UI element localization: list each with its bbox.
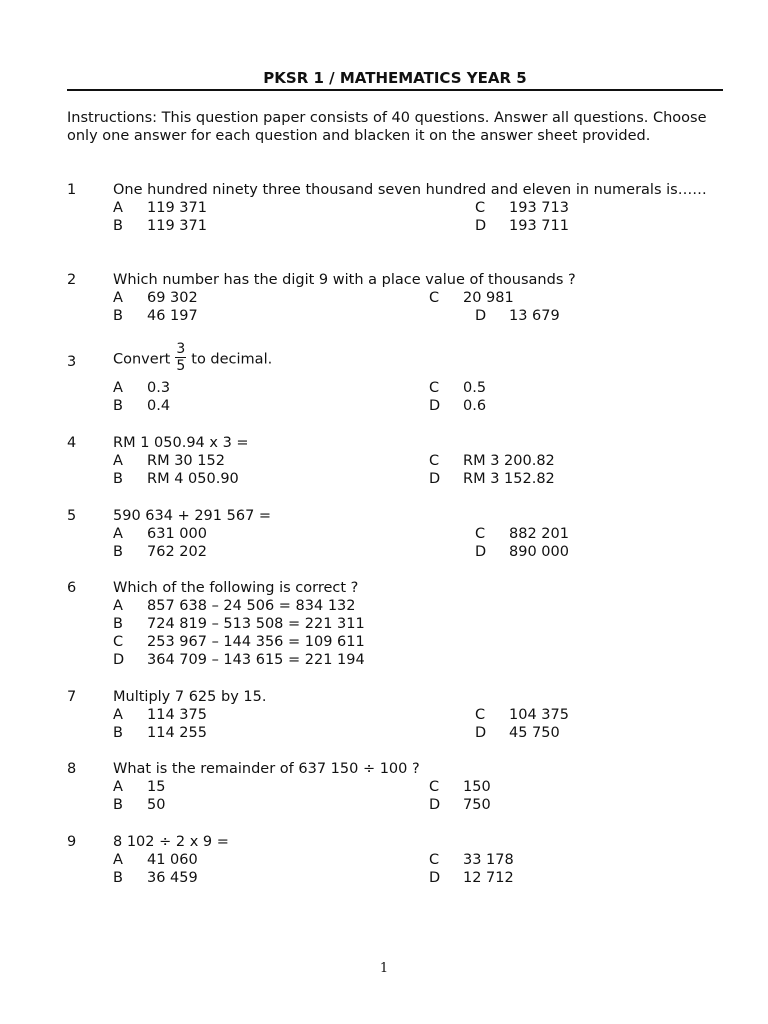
question-6: 6 Which of the following is correct ? A 857 638 – 24 506 = 834 132 B 724 819 – 513 508 = 221 311 C 253 967 – 144 356 = 109 611 D 364 709 – 143 615 = 221 194: [67, 580, 365, 668]
question-number: 6: [67, 580, 77, 596]
question-8: 8 What is the remainder of 637 150 ÷ 100 ? A 15 C 150 B 50 D 750: [67, 761, 491, 813]
question-text: Convert $\frac{3}{5}$ to decimal.: [113, 341, 273, 374]
question-number: 2: [67, 272, 77, 288]
instructions-text: Instructions: This question paper consists of 40 questions. Answer all questions. Choose only one answer for each question and blacken it on the answer sheet provided.: [67, 110, 707, 144]
question-3: 3 Convert $\frac{3}{5}$ to decimal. A 0.3 C 0.5 B 0.4 D 0.6: [67, 341, 487, 414]
fraction: $\frac{3}{5}$: [176, 341, 186, 374]
question-number: 4: [67, 435, 77, 451]
question-text: RM 1 050.94 x 3 =: [113, 435, 249, 451]
question-text: Multiply 7 625 by 15.: [113, 689, 267, 705]
question-text: 590 634 + 291 567 =: [113, 508, 272, 524]
question-number: 8: [67, 761, 77, 777]
header-rule: [67, 89, 723, 91]
question-9: 9 8 102 ÷ 2 x 9 = A 41 060 C 33 178 B 36 459 D 12 712: [67, 834, 514, 886]
question-text: Which of the following is correct ?: [113, 580, 359, 596]
question-text: Which number has the digit 9 with a place value of thousands ?: [113, 272, 576, 288]
question-number: 3: [67, 354, 77, 370]
question-text: One hundred ninety three thousand seven hundred and eleven in numerals is……: [113, 182, 707, 198]
question-number: 7: [67, 689, 77, 705]
question-number: 5: [67, 508, 77, 524]
question-text: 8 102 ÷ 2 x 9 =: [113, 834, 229, 850]
question-number: 9: [67, 834, 77, 850]
question-1-stem: [67, 181, 727, 199]
question-text: What is the remainder of 637 150 ÷ 100 ?: [113, 761, 420, 777]
question-4: 4 RM 1 050.94 x 3 = A RM 30 152 C RM 3 200.82 B RM 4 050.90 D RM 3 152.82: [67, 435, 555, 487]
page-number: 1: [379, 961, 389, 976]
page-header-title: PKSR 1 / MATHEMATICS YEAR 5: [263, 69, 527, 87]
question-5: 5 590 634 + 291 567 = A 631 000 C 882 201 B 762 202 D 890 000: [67, 508, 569, 560]
question-1: 1 One hundred ninety three thousand seven hundred and eleven in numerals is…… A 119 371 C 193 713 B 119 371 D 193 711: [67, 181, 727, 235]
question-number: 1: [67, 182, 77, 198]
question-7: 7 Multiply 7 625 by 15. A 114 375 C 104 375 B 114 255 D 45 750: [67, 689, 569, 741]
question-2: 2 Which number has the digit 9 with a place value of thousands ? A 69 302 C 20 981 B 46 197 D 13 679: [67, 272, 576, 324]
